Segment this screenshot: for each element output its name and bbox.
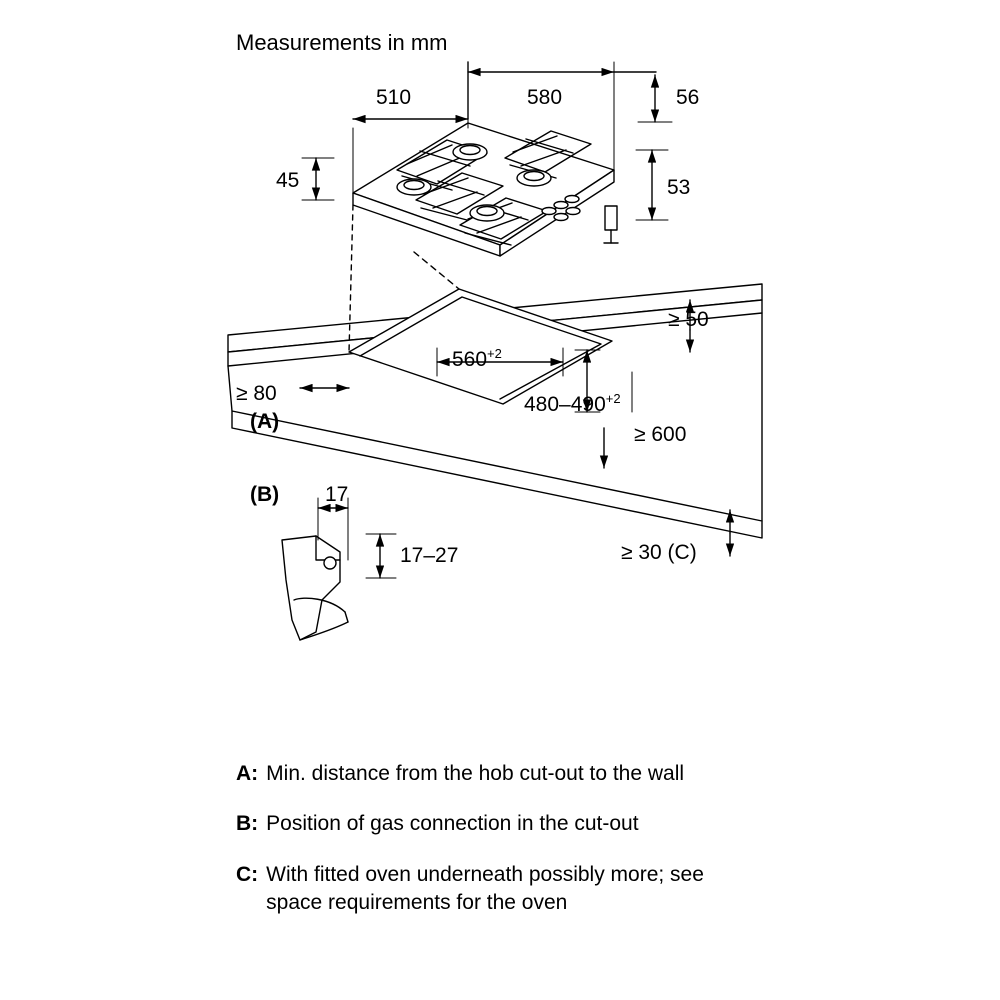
dimension-580: 580 xyxy=(527,86,563,109)
legend-item-c xyxy=(236,861,756,918)
page-title: Measurements in mm xyxy=(236,30,448,55)
dimension-510: 510 xyxy=(376,86,412,109)
dimension-53: 53 xyxy=(667,176,691,199)
legend-text-c: With fitted oven underneath possibly more; see space requirements for the oven xyxy=(266,862,704,915)
dimension-min-50: ≥ 50 xyxy=(668,308,709,331)
legend-item-b xyxy=(236,810,756,838)
legend-key-c: C: xyxy=(236,862,259,886)
dimension-560 xyxy=(452,347,502,372)
dimension-17-27: 17–27 xyxy=(400,544,459,567)
dimension-480-490-value: 480–490 xyxy=(524,393,606,416)
dimension-560-value: 560 xyxy=(452,348,488,371)
dimension-45: 45 xyxy=(276,169,300,192)
marker-b: (B) xyxy=(250,483,280,506)
legend-key-b: B: xyxy=(236,812,259,836)
dimension-560-superscript: +2 xyxy=(487,346,502,361)
dimension-min-30-c: ≥ 30 (C) xyxy=(621,541,697,564)
legend-item-a xyxy=(236,760,756,788)
legend-text-a: Min. distance from the hob cut-out to the wall xyxy=(266,762,685,785)
dimension-480-490-superscript: +2 xyxy=(605,391,621,406)
legend-text-b: Position of gas connection in the cut-out xyxy=(266,812,639,836)
dimension-56: 56 xyxy=(676,86,700,109)
legend xyxy=(236,760,756,939)
dimension-min-80: ≥ 80 xyxy=(236,382,277,405)
dimension-480-490 xyxy=(524,392,621,417)
legend-key-a: A: xyxy=(236,762,259,785)
dimension-17: 17 xyxy=(325,483,349,506)
marker-a: (A) xyxy=(250,410,280,433)
dimension-min-600: ≥ 600 xyxy=(634,423,687,446)
